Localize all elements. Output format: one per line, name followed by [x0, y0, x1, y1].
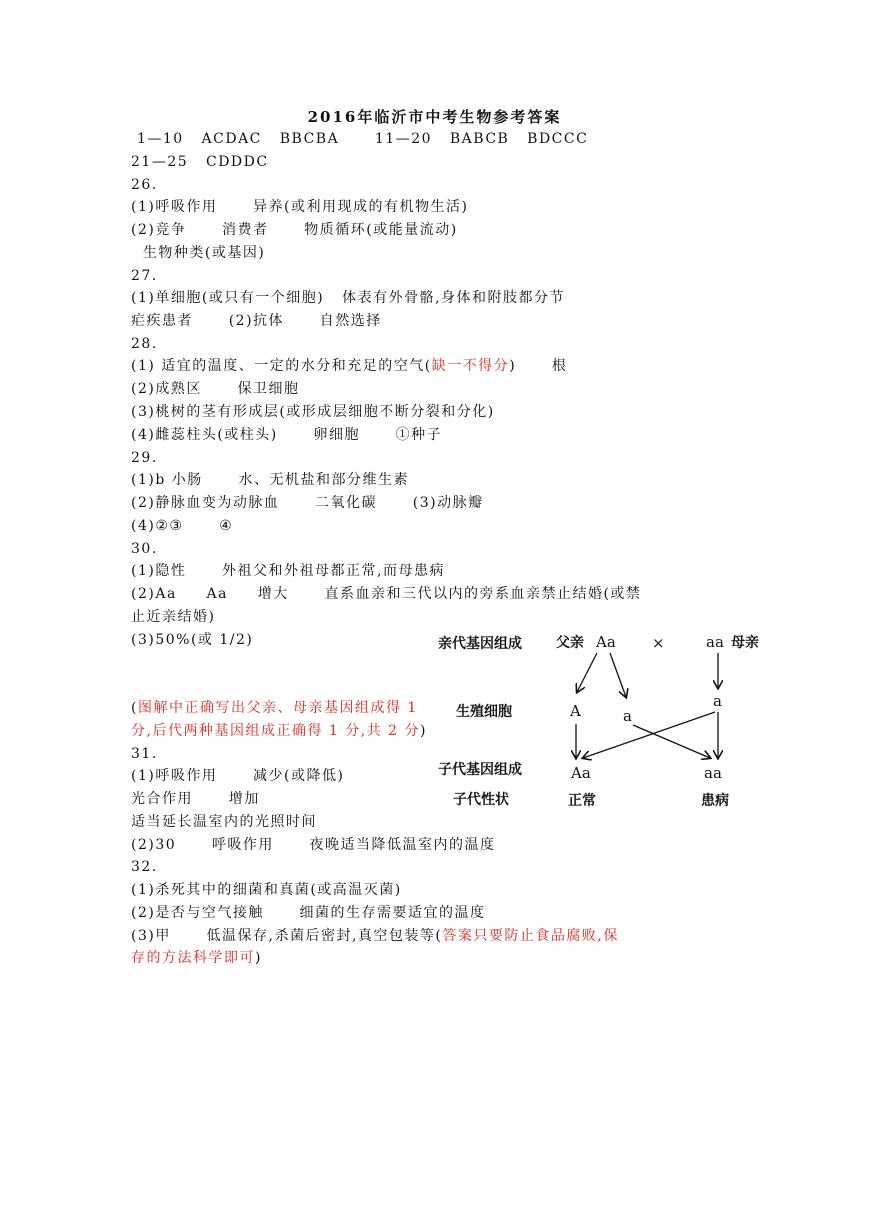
paren: ( — [131, 700, 138, 716]
mother-genotype: aa — [706, 633, 724, 651]
question-number-30: 30. — [131, 541, 158, 557]
answer-line: (2)竞争 消费者 物质循环(或能量流动) — [131, 222, 458, 238]
question-number-26: 26. — [131, 177, 158, 193]
arrow-father-to-A — [577, 653, 597, 692]
scoring-note-line — [131, 699, 418, 717]
paren: ) — [255, 950, 262, 966]
father-genotype: Aa — [596, 633, 616, 651]
answer-line: (1)隐性 外祖父和外祖母都正常,而母患病 — [131, 563, 445, 579]
answer-line: (4)②③ ④ — [131, 518, 234, 534]
answer-line: 止近亲结婚) — [131, 609, 216, 625]
gamete-a-mother: a — [713, 692, 722, 710]
offspring-genotype-2: aa — [704, 764, 722, 782]
question-number-28: 28. — [131, 336, 158, 352]
row-label-offspring-trait: 子代性状 — [453, 792, 509, 808]
answer-line: (1)呼吸作用 减少(或降低) — [131, 768, 345, 784]
question-number-31: 31. — [131, 746, 158, 762]
question-number-32: 32. — [131, 859, 158, 875]
answer-text: ) 根 — [509, 358, 568, 374]
answer-line: (2)静脉血变为动脉血 二氧化碳 (3)动脉瓣 — [131, 495, 484, 511]
answer-line: (1)b 小肠 水、无机盐和部分维生素 — [131, 472, 409, 488]
arrow-father-to-a — [610, 653, 626, 697]
scoring-note: 答案只要防止食品腐败,保 — [442, 928, 619, 944]
paren: ) — [420, 723, 427, 739]
scoring-note: 缺一不得分 — [431, 358, 510, 374]
row-label-offspring-genotype: 子代基因组成 — [438, 762, 522, 778]
answer-line: (1)杀死其中的细菌和真菌(或高温灭菌) — [131, 882, 402, 898]
arrow-father-a-to-offspring-2 — [633, 725, 710, 758]
question-number-27: 27. — [131, 268, 158, 284]
answer-line: (2)30 呼吸作用 夜晚适当降低温室内的温度 — [131, 837, 496, 853]
scoring-note: 分,后代两种基因组成正确得 1 分,共 2 分 — [131, 723, 421, 739]
answer-line: (4)雌蕊柱头(或柱头) 卵细胞 ①种子 — [131, 427, 443, 443]
answer-line: 适当延长温室内的光照时间 — [131, 814, 317, 830]
answer-line — [131, 357, 567, 375]
offspring-trait-1: 正常 — [568, 793, 596, 809]
row-label-parent-genotype: 亲代基因组成 — [438, 636, 522, 652]
page-title: 2016年临沂市中考生物参考答案 — [307, 108, 562, 126]
answer-line: (1)单细胞(或只有一个细胞) 体表有外骨骼,身体和附肢都分节 — [131, 290, 566, 306]
father-label: 父亲 — [556, 635, 584, 651]
answer-text: (1) 适宜的温度、一定的水分和充足的空气( — [131, 358, 432, 374]
answer-line: (2)是否与空气接触 细菌的生存需要适宜的温度 — [131, 905, 486, 921]
genetic-cross-diagram — [430, 620, 790, 820]
mother-label: 母亲 — [731, 635, 759, 651]
row-label-gamete: 生殖细胞 — [456, 704, 512, 720]
scoring-note: 图解中正确写出父亲、母亲基因组成得 1 — [137, 700, 418, 716]
cross-symbol: × — [652, 634, 665, 652]
scoring-note-line — [131, 722, 427, 740]
offspring-genotype-1: Aa — [571, 764, 591, 782]
answer-line — [131, 949, 262, 967]
offspring-trait-2: 患病 — [701, 793, 729, 809]
answer-line-mc-1: 1—10 ACDAC BBCBA 11—20 BABCB BDCCC — [131, 131, 589, 147]
question-number-29: 29. — [131, 450, 158, 466]
answer-line: 疟疾患者 (2)抗体 自然选择 — [131, 313, 382, 329]
gamete-a-father: a — [623, 707, 632, 725]
answer-line: 光合作用 增加 — [131, 791, 260, 807]
answer-line: (3)50%(或 1/2) — [131, 632, 254, 648]
answer-line: (2)成熟区 保卫细胞 — [131, 381, 300, 397]
answer-line: (2)Aa Aa 增大 直系血亲和三代以内的旁系血亲禁止结婚(或禁 — [131, 586, 642, 602]
answer-line — [131, 927, 619, 945]
answer-line: (3)桃树的茎有形成层(或形成层细胞不断分裂和分化) — [131, 404, 495, 420]
answer-line: 生物种类(或基因) — [131, 245, 266, 261]
answer-text: (3)甲 低温保存,杀菌后密封,真空包装等( — [131, 928, 443, 944]
answer-line-mc-2: 21—25 CDDDC — [131, 154, 269, 170]
scoring-note: 存的方法科学即可 — [131, 950, 255, 966]
gamete-A: A — [570, 702, 581, 720]
answer-line: (1)呼吸作用 异养(或利用现成的有机物生活) — [131, 199, 469, 215]
